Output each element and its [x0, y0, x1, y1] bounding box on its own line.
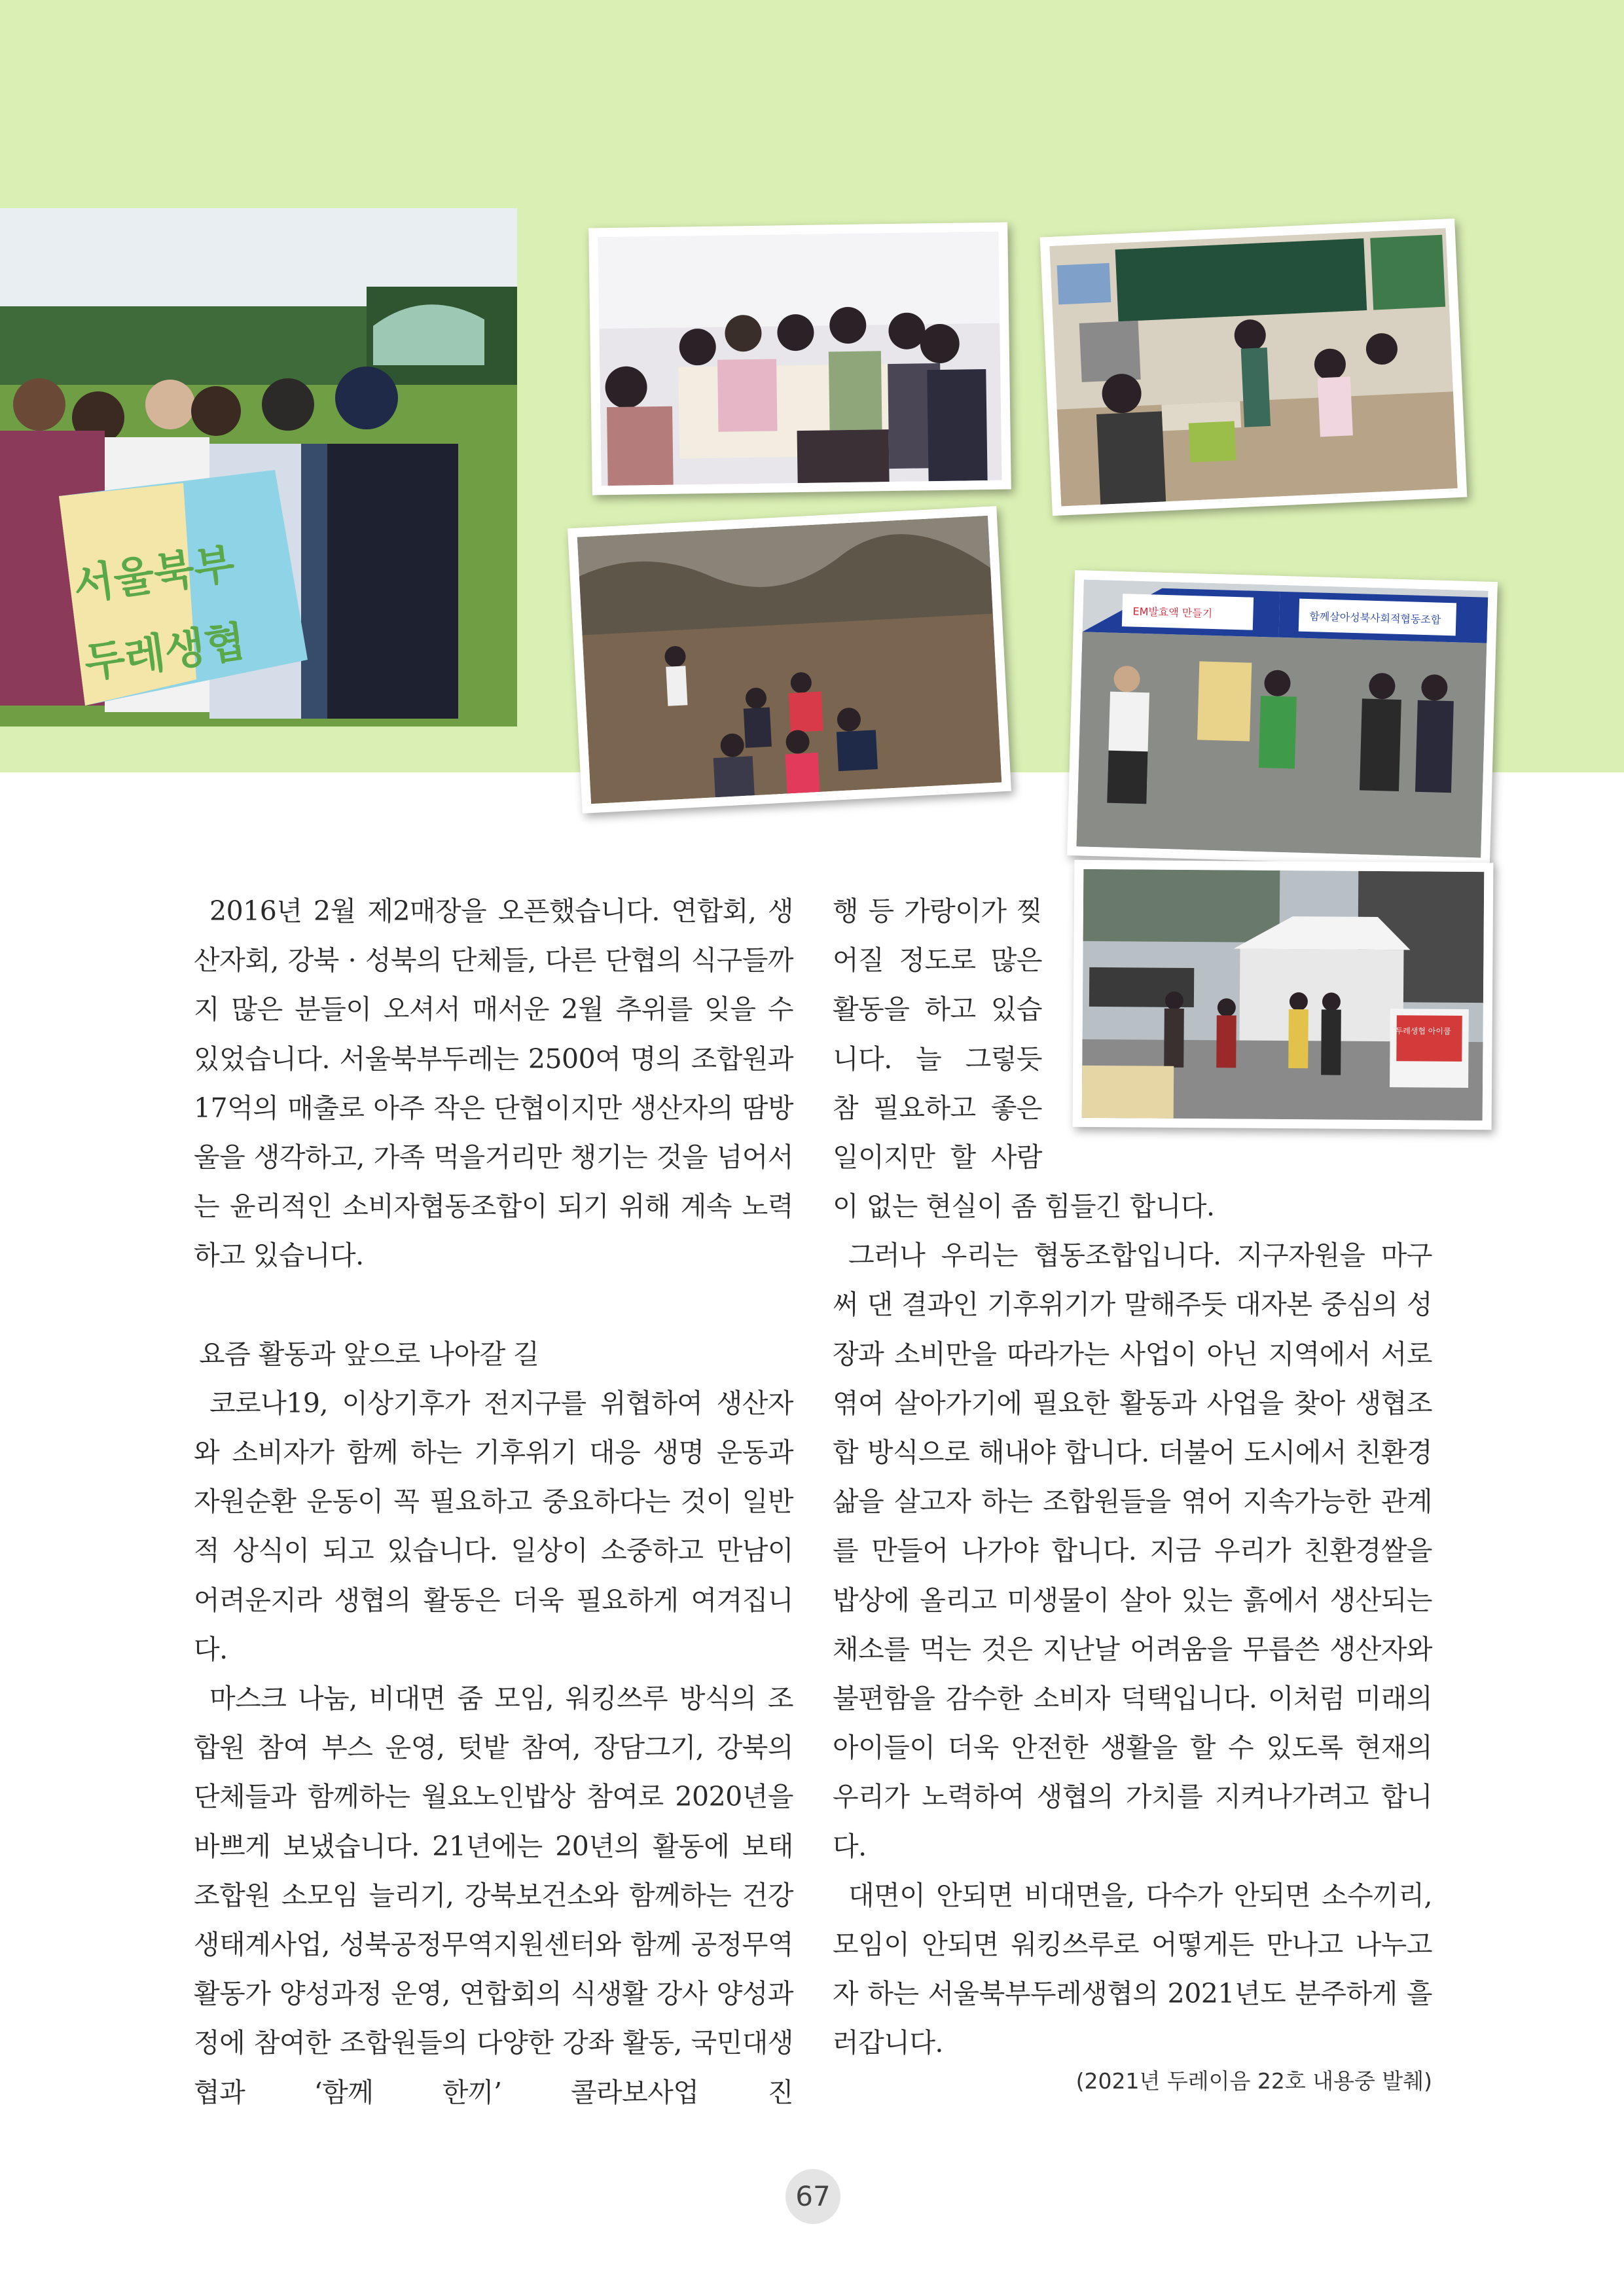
text-line: 이 없는 현실이 좀 힘들긴 합니다.	[833, 1191, 1215, 1222]
text-line: 일이지만 할 사람	[833, 1141, 1042, 1174]
text-line: 참 필요하고 좋은	[833, 1092, 1042, 1124]
group-photo	[0, 208, 517, 726]
article-right-narrow-column	[833, 887, 1042, 1182]
article-left-column	[194, 887, 793, 2117]
text-line: 활동을 하고 있습	[833, 994, 1042, 1026]
section-heading: 요즘 활동과 앞으로 나아갈 길	[199, 1338, 539, 1370]
article-right-column	[833, 1182, 1432, 2068]
text-line: 니다. 늘 그렇듯	[833, 1043, 1042, 1075]
booth-sign-left: EM발효액 만들기	[1132, 605, 1213, 620]
source-citation: (2021년 두레이음 22호 내용중 발췌)	[1075, 2068, 1432, 2094]
banner-text-line1: 서울북부	[70, 539, 238, 611]
paragraph-activities: 마스크 나눔, 비대면 줌 모임, 워킹쓰루 방식의 조합원 참여 부스 운영, 텃밭 참여, 장담그기, 강북의 단체들과 함께하는 월요노인밥상 참여로 2020년을 바쁘게 보냈습니다. 21년에는 20년의 활동에 보태 조합원 소모임 늘리기, 강북보건소와 함께하는 건강생태계사업, 성북공정무역지원센터와 함께 공정무역활동가 양성과정 운영, 연합회의 식생활 강사 양성과정에 참여한 조합원들의 다양한 강좌 활동, 국민대생협과 ‘함께 한끼’ 콜라보사업 진	[194, 1683, 793, 2108]
paragraph-cooperative: 그러나 우리는 협동조합입니다. 지구자원을 마구 써 댄 결과인 기후위기가 말해주듯 대자본 중심의 성장과 소비만을 따라가는 사업이 아닌 지역에서 서로 엮여 살아가기에 필요한 활동과 사업을 찾아 생협조합 방식으로 해내야 합니다. 더불어 도시에서 친환경 삶을 살고자 하는 조합원들을 엮어 지속가능한 관계를 만들어 나가야 합니다. 지금 우리가 친환경쌀을 밥상에 올리고 미생물이 살아 있는 흙에서 생산되는 채소를 먹는 것은 지난날 어려움을 무릅쓴 생산자와 불편함을 감수한 소비자 덕택입니다. 이처럼 미래의 아이들이 더욱 안전한 생활을 할 수 있도록 현재의 우리가 노력하여 생협의 가치를 지켜나가려고 합니다.	[833, 1240, 1432, 1862]
street-sign: 두레생협 아이쿱	[1395, 1026, 1451, 1036]
text-line: 어질 정도로 많은	[833, 944, 1042, 977]
street-photo	[1073, 860, 1494, 1130]
booth-photo	[1067, 570, 1498, 867]
classroom-photo	[1040, 219, 1468, 516]
text-line: 행 등 가랑이가 찢	[833, 895, 1042, 927]
meeting-photo	[588, 223, 1011, 495]
paragraph-closing: 대면이 안되면 비대면을, 다수가 안되면 소수끼리, 모임이 안되면 워킹쓰루로 어떻게든 만나고 나누고자 하는 서울북부두레생협의 2021년도 분주하게 흘러갑니다.	[833, 1879, 1432, 2059]
page-number: 67	[785, 2169, 840, 2224]
banner-text	[69, 525, 251, 703]
banner-text-line2: 두레생협	[81, 617, 249, 689]
paragraph-store-opening: 2016년 2월 제2매장을 오픈했습니다. 연합회, 생산자회, 강북 · 성북의 단체들, 다른 단협의 식구들까지 많은 분들이 오셔서 매서운 2월 추위를 잊을 수 있었습니다. 서울북부두레는 2500여 명의 조합원과 17억의 매출로 아주 작은 단협이지만 생산자의 땀방울을 생각하고, 가족 먹을거리만 챙기는 것을 넘어서는 윤리적인 소비자협동조합이 되기 위해 계속 노력하고 있습니다.	[194, 895, 793, 1272]
booth-sign-right: 함께살아성북사회적협동조합	[1309, 610, 1441, 626]
field-photo	[568, 506, 1011, 814]
paragraph-covid: 코로나19, 이상기후가 전지구를 위협하여 생산자와 소비자가 함께 하는 기후위기 대응 생명 운동과 자원순환 운동이 꼭 필요하고 중요하다는 것이 일반적 상식이 되고 있습니다. 일상이 소중하고 만남이 어려운지라 생협의 활동은 더욱 필요하게 여겨집니다.	[194, 1387, 793, 1665]
